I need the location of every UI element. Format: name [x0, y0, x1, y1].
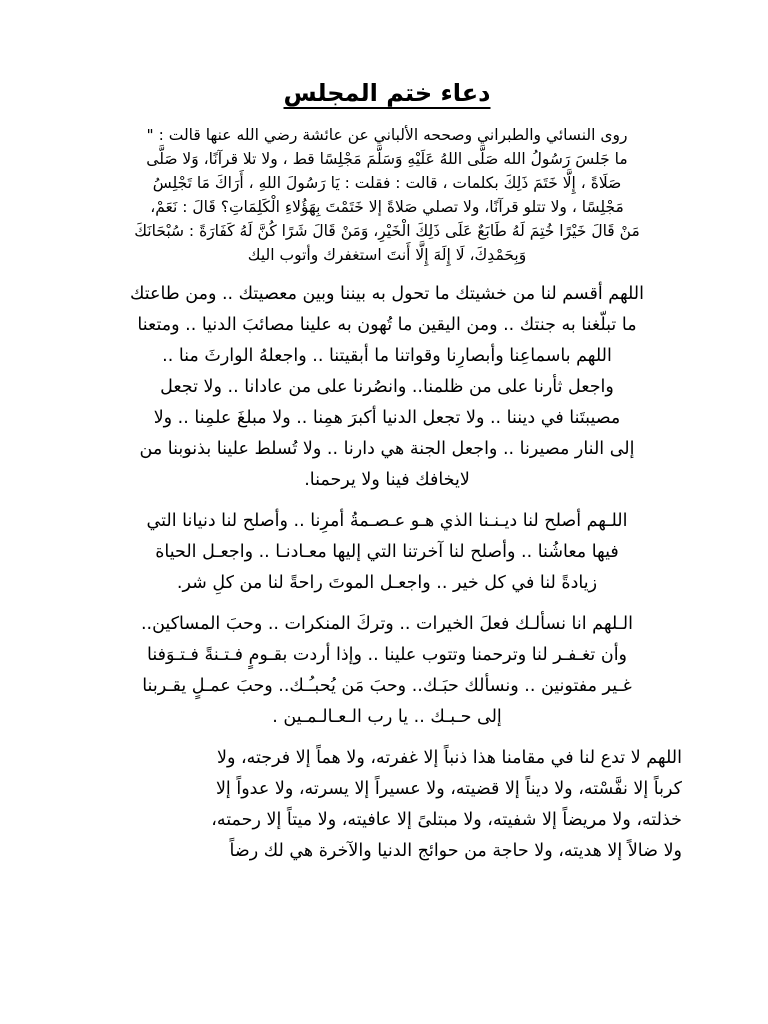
dua-paragraph-goodness: الـلهم انا نسألـك فعلَ الخيرات .. وتركَ المنكرات .. وحبَ المساكين.. وأن تغـفـر لنا وترحمنا وتتوب علينا .. وإذا أردت بقـومٍ فـتـنةً فـتـوَفنا غـير مفتونين .. ونسألك حبَـك.. وحبَ مَن يُحبـُـك.. وحبَ عمـلٍ يقـربنا إلى حـبـك .. يا رب الـعـالـمـين .	[140, 614, 634, 728]
document-page	[92, 78, 682, 877]
dua-paragraph-fear: اللهم أقسم لنا من خشيتك ما تحول به بيننا وبين معصيتك .. ومن طاعتك ما تبلّغنا به جنتك .. ومن اليقين ما تُهون به علينا مصائبَ الدنيا .. ومتعنا اللهم باسماعِنا وأبصارِنا وقواتنا ما أبقيتنا .. واجعلهُ الوارثَ منا .. واجعل ثأرنا على من ظلمنا.. وانصُرنا على من عادانا .. ولا تجعل مصيبتَنا في ديننا .. ولا تجعل الدنيا أكبرَ همِنا .. ولا مبلغَ علمِنا .. ولا إلى النار مصيرنا .. واجعل الجنة هي دارنا .. ولا تُسلط علينا بذنوبنا من لايخافك فينا ولا يرحمنا.	[129, 284, 645, 491]
dua-paragraph-reform: اللـهم أصلح لنا ديـنـنا الذي هـو عـصـمةُ أمرِنا .. وأصلح لنا دنيانا التي فيها معاشُنا .. وأصلح لنا آخرتنا التي إليها معـادنـا .. واجعـل الحياة زيادةً لنا في كل خير .. واجعـل الموتَ راحةً لنا من كلِ شر.	[146, 511, 628, 594]
document-title: دعاء ختم المجلس	[283, 79, 491, 107]
hadith-paragraph: روى النسائي والطبراني وصححه الألباني عن عائشة رضي الله عنها قالت : " ما جَلسَ رَسُولُ الله صَلَّى اللهُ عَلَيْهِ وَسَلَّمَ مَجْلِسًا قط ، ولا تلا قرآنًا، وَلا صَلَّى صَلَاةً ، إِلَّا خَتَمَ ذَلِكَ بكلمات ، قالت : فقلت : يَا رَسُولَ اللهِ ، أَرَاكَ مَا تَجْلِسُ مَجْلِسًا ، ولا تتلو قرآنًا، ولا تصلي صَلاةً إلا خَتَمْتَ بِهَؤُلاءِ الْكَلِمَاتِ؟ قَالَ : نَعَمْ، مَنْ قَالَ خَيْرًا خُتِمَ لَهُ طَابَعٌ عَلَى ذَلِكَ الْخَيْرِ، وَمَنْ قَالَ شَرًا كُنَّ لَهُ كَفَارَةً : سُبْحَانَكَ وَبِحَمْدِكَ، لَا إِلَهَ إِلَّا أَنتَ استغفرك وأتوب اليك	[134, 126, 640, 265]
dua-paragraph-forgiveness: اللهم لا تدع لنا في مقامنا هذا ذنباً إلا غفرته، ولا هماً إلا فرجته، ولا كرباً إلا نفَّسْته، ولا ديناً إلا قضيته، ولا عسيراً إلا يسرته، ولا عدواً إلا خذلته، ولا مريضاً إلا شفيته، ولا مبتلىً إلا عافيته، ولا ميتاً إلا رحمته، ولا ضالاً إلا هديته، ولا حاجة من حوائج الدنيا والآخرة هي لك رضاً	[211, 748, 682, 862]
